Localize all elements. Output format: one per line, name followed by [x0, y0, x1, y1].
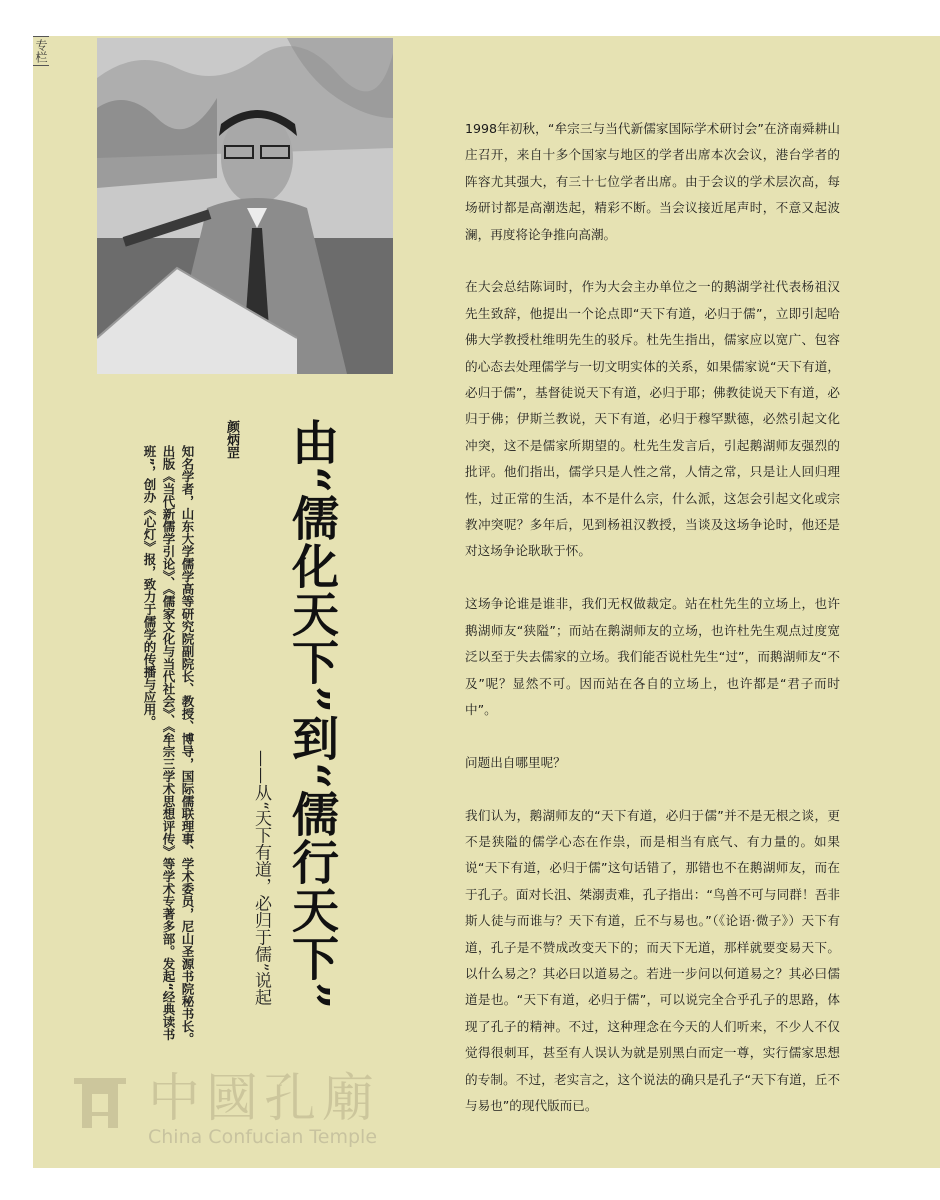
- author-name: 颜炳罡: [224, 420, 239, 459]
- temple-gate-icon: [70, 1072, 130, 1132]
- article-body: [465, 116, 840, 1146]
- body-paragraph: 这场争论谁是谁非，我们无权做裁定。站在杜先生的立场上，也许鹅湖师友“狭隘”；而站在鹅湖师友的立场，也许杜先生观点过度宽泛以至于失去儒家的立场。我们能否说杜先生“过”，而鹅湖师友“不及”呢？显然不可。因而站在各自的立场上，也许都是“君子而时中”。: [465, 596, 840, 717]
- body-paragraph: 问题出自哪里呢？: [465, 754, 566, 770]
- watermark-english: China Confucian Temple: [148, 1126, 378, 1148]
- body-paragraph: 在大会总结陈词时，作为大会主办单位之一的鹅湖学社代表杨祖汉先生致辞，他提出一个论点即“天下有道，必归于儒”，立即引起哈佛大学教授杜维明先生的驳斥。杜先生指出，儒家应以宽广、包容的心态去处理儒学与一切文明实体的关系，如果儒家说“天下有道，必归于儒”，基督徒说天下有道，必归于耶；佛教徒说天下有道，必归于佛；伊斯兰教说，天下有道，必归于穆罕默德，必然引起文化冲突，这不是儒家所期望的。杜先生发言后，引起鹅湖师友强烈的批评。他们指出，儒学只是人性之常，人情之常，只是让人回归理性，过正常的生活，本不是什么宗，什么派，这怎会引起文化或宗教冲突呢？多年后，见到杨祖汉教授，当谈及这场争论时，他还是对这场争论耿耿于怀。: [465, 279, 840, 559]
- watermark-chinese: 中國孔廟: [148, 1069, 381, 1129]
- author-photo-image: [97, 38, 393, 374]
- article-subtitle: ——从“天下有道，必归于儒”说起: [251, 750, 271, 1006]
- watermark: [70, 1069, 400, 1152]
- body-paragraph: 1998年初秋，“牟宗三与当代新儒家国际学术研讨会”在济南舜耕山庄召开，来自十多个国家与地区的学者出席本次会议，港台学者的阵容尤其强大，有三十七位学者出席。由于会议的学术层次高，每场研讨都是高潮迭起，精彩不断。当会议接近尾声时，不意又起波澜，再度将论争推向高潮。: [465, 121, 840, 242]
- section-tab: [30, 36, 52, 66]
- section-tab-rule-bottom: [33, 65, 49, 66]
- author-photo: [97, 38, 393, 374]
- author-bio: 知名学者，山东大学儒学高等研究院副院长、教授、博导，国际儒联理事、学术委员，尼山圣源书院秘书长。出版《当代新儒学引论》、《儒家文化与当代社会》、《牟宗三学术思想评传》等学术专著多部。发起“经典读书班”，创办《心灯》报，致力于儒学的传播与应用。: [142, 445, 195, 1045]
- body-paragraph: 我们认为，鹅湖师友的“天下有道，必归于儒”并不是无根之谈，更不是狭隘的儒学心态在作祟，而是相当有底气、有力量的。如果说“天下有道，必归于儒”这句话错了，那错也不在鹅湖师友，而在于孔子。面对长沮、桀溺责难，孔子指出：“鸟兽不可与同群！吾非斯人徒与而谁与？天下有道，丘不与易也。”（《论语·微子》）天下有道，孔子是不赞成改变天下的；而天下无道，那样就要变易天下。以什么易之？其必曰以道易之。若进一步问以何道易之？其必曰儒道是也。“天下有道，必归于儒”，可以说完全合乎孔子的思路，体现了孔子的精神。不过，这种理念在今天的人们听来，不少人不仅觉得很刺耳，甚至有人误认为就是别黑白而定一尊，实行儒家思想的专制。不过，老实言之，这个说法的确只是孔子“天下有道，丘不与易也”的现代版而已。: [465, 807, 840, 1113]
- section-tab-label: 专栏: [34, 39, 48, 63]
- article-title: 由“儒化天下”到“儒行天下”: [284, 418, 339, 1011]
